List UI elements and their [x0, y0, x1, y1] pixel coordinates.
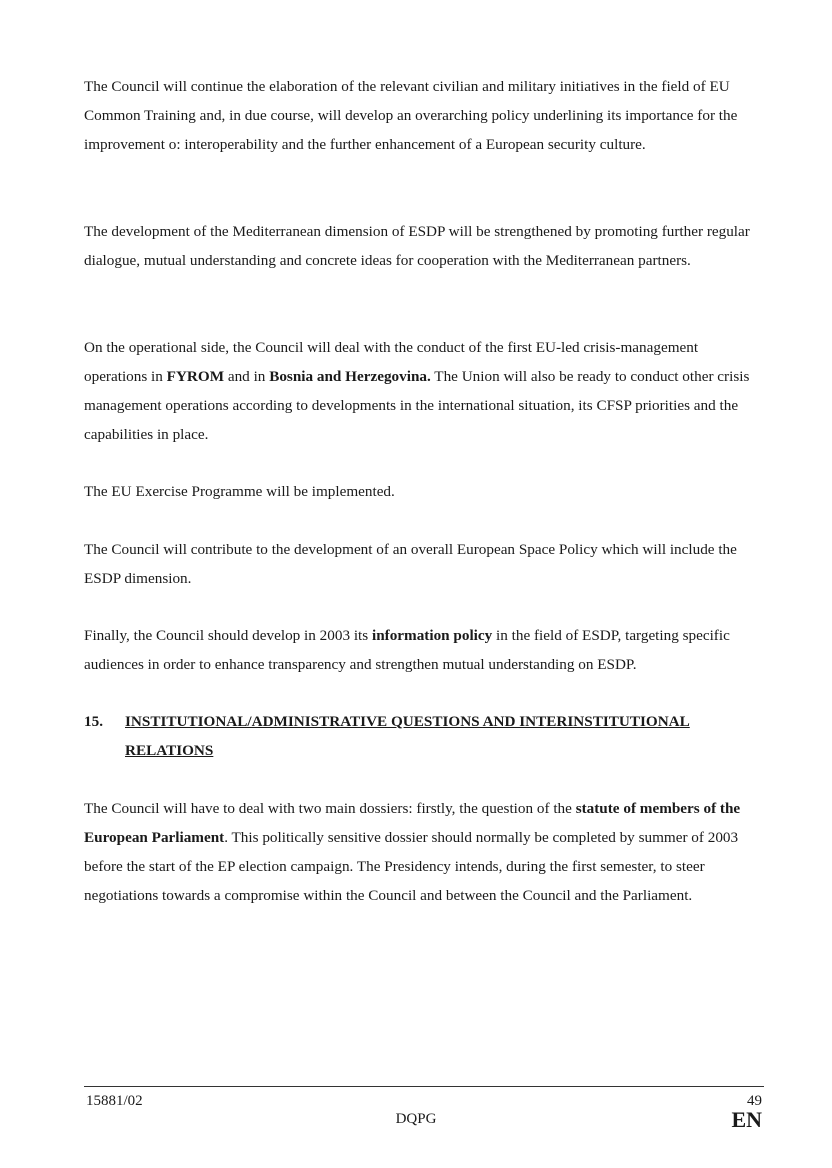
paragraph-text: in the field of ESDP, targeting specific audiences in order to enhance transparency and strengthen mutual understanding on ESDP. [84, 627, 730, 673]
section-title: INSTITUTIONAL/ADMINISTRATIVE QUESTIONS AND INTERINSTITUTIONAL RELATIONS [125, 713, 690, 759]
section-number: 15. [84, 713, 103, 730]
paragraph-text: Finally, the Council should develop in 2003 its [84, 627, 372, 644]
paragraph-text: On the operational side, the Council will deal with the conduct of the first EU-led crisis-management operations in [84, 339, 699, 385]
paragraph-information-policy [84, 621, 764, 679]
paragraph-space-policy: The Council will contribute to the development of an overall European Space Policy which will include the ESDP dimension. [84, 541, 737, 587]
paragraph-text: The Council will have to deal with two main dossiers: firstly, the question of the [84, 800, 576, 817]
paragraph-text: and in [224, 368, 270, 385]
emphasis-statute: statute of members of the European Parliament [84, 800, 741, 846]
footer-page-number: 49 [747, 1093, 762, 1109]
footer-language: EN [731, 1107, 762, 1132]
emphasis-bosnia: Bosnia and Herzegovina. [269, 368, 431, 385]
footer-document-reference: 15881/02 [86, 1093, 143, 1109]
footer-divider [84, 1086, 764, 1087]
paragraph-two-dossiers [84, 794, 764, 910]
emphasis-information-policy: information policy [371, 627, 493, 644]
paragraph-text: The Union will also be ready to conduct other crisis management operations according to developments in the international situation, its CFSP priorities and the capabilities in place. [84, 368, 750, 443]
paragraph-mediterranean-dimension: The development of the Mediterranean dimension of ESDP will be strengthened by promoting further regular dialogue, mutual understanding and concrete ideas for cooperation with the Mediterranean partners. [84, 223, 750, 269]
paragraph-operational-side [84, 333, 764, 449]
footer-department: DQPG [395, 1111, 437, 1127]
emphasis-fyrom: FYROM [166, 368, 225, 385]
paragraph-exercise-programme: The EU Exercise Programme will be implemented. [84, 483, 395, 500]
paragraph-text: . This politically sensitive dossier should normally be completed by summer of 2003 before the start of the EP election campaign. The Presidency intends, during the first semester, to steer negotiations towards a compromise within the Council and between the Council and the Parliament. [84, 829, 739, 904]
paragraph-common-training: The Council will continue the elaboration of the relevant civilian and military initiatives in the field of EU Common Training and, in due course, will develop an overarching policy underlining its importance for the improvement o: interoperability and the further enhancement of a European security culture. [84, 78, 738, 153]
